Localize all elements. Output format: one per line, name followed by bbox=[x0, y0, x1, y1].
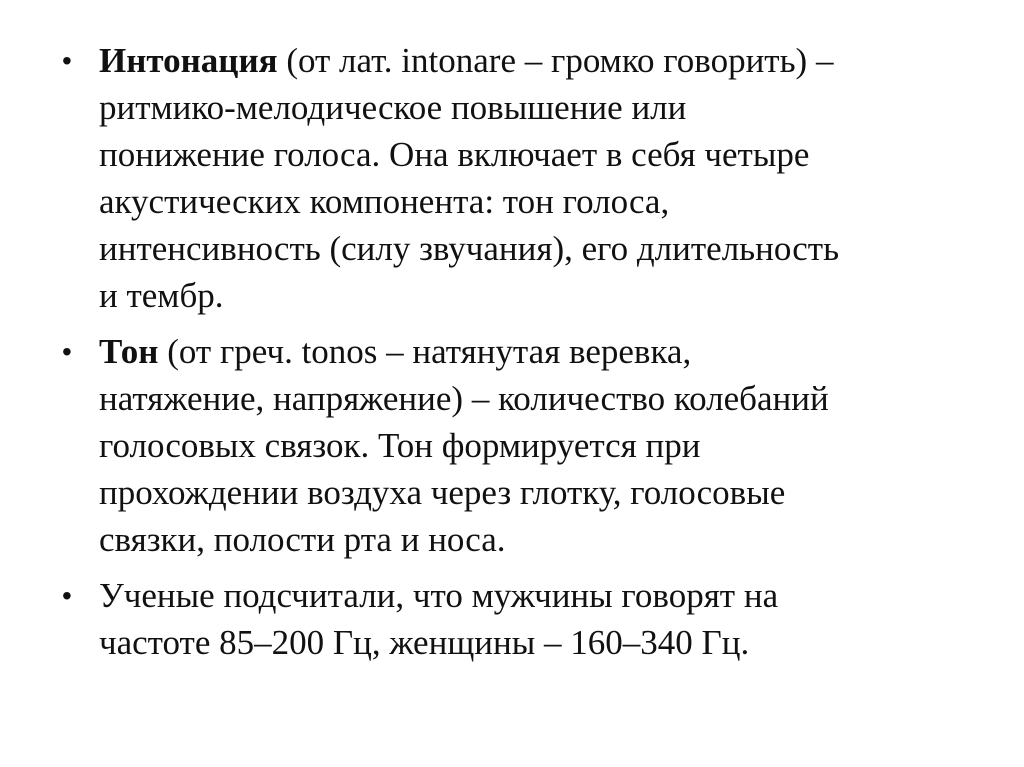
bullet-line: акустических компонента: тон голоса, bbox=[99, 182, 670, 221]
bullet-line: и тембр. bbox=[99, 276, 224, 315]
bullet-line: интенсивность (силу звучания), его длительность bbox=[99, 229, 840, 268]
bullet-dot-icon: • bbox=[62, 336, 72, 367]
bullet-line bbox=[99, 328, 962, 375]
bullet-line: частоте 85–200 Гц, женщины – 160–340 Гц. bbox=[99, 623, 750, 662]
bullet-line: ритмико-мелодическое повышение или bbox=[99, 88, 687, 127]
bullet-line: связки, полости рта и носа. bbox=[99, 520, 506, 559]
bullet-line: Ученые подсчитали, что мужчины говорят на bbox=[99, 576, 779, 615]
bullet-list bbox=[62, 37, 962, 675]
term-tone: Тон bbox=[99, 332, 159, 371]
bullet-line: понижение голоса. Она включает в себя четыре bbox=[99, 135, 810, 174]
bullet-line: голосовых связок. Тон формируется при bbox=[99, 426, 701, 465]
bullet-text: (от греч. tonos – натянутая веревка, bbox=[158, 332, 692, 371]
bullet-line bbox=[99, 37, 962, 84]
bullet-frequency bbox=[62, 572, 962, 666]
bullet-tone bbox=[62, 328, 962, 563]
bullet-dot-icon: • bbox=[62, 45, 72, 76]
bullet-intonation bbox=[62, 37, 962, 319]
bullet-line: натяжение, напряжение) – количество колебаний bbox=[99, 379, 829, 418]
bullet-line: прохождении воздуха через глотку, голосовые bbox=[99, 473, 786, 512]
term-intonation: Интонация bbox=[99, 41, 278, 80]
bullet-text: (от лат. intonare – громко говорить) – bbox=[277, 41, 834, 80]
bullet-dot-icon: • bbox=[62, 580, 72, 611]
